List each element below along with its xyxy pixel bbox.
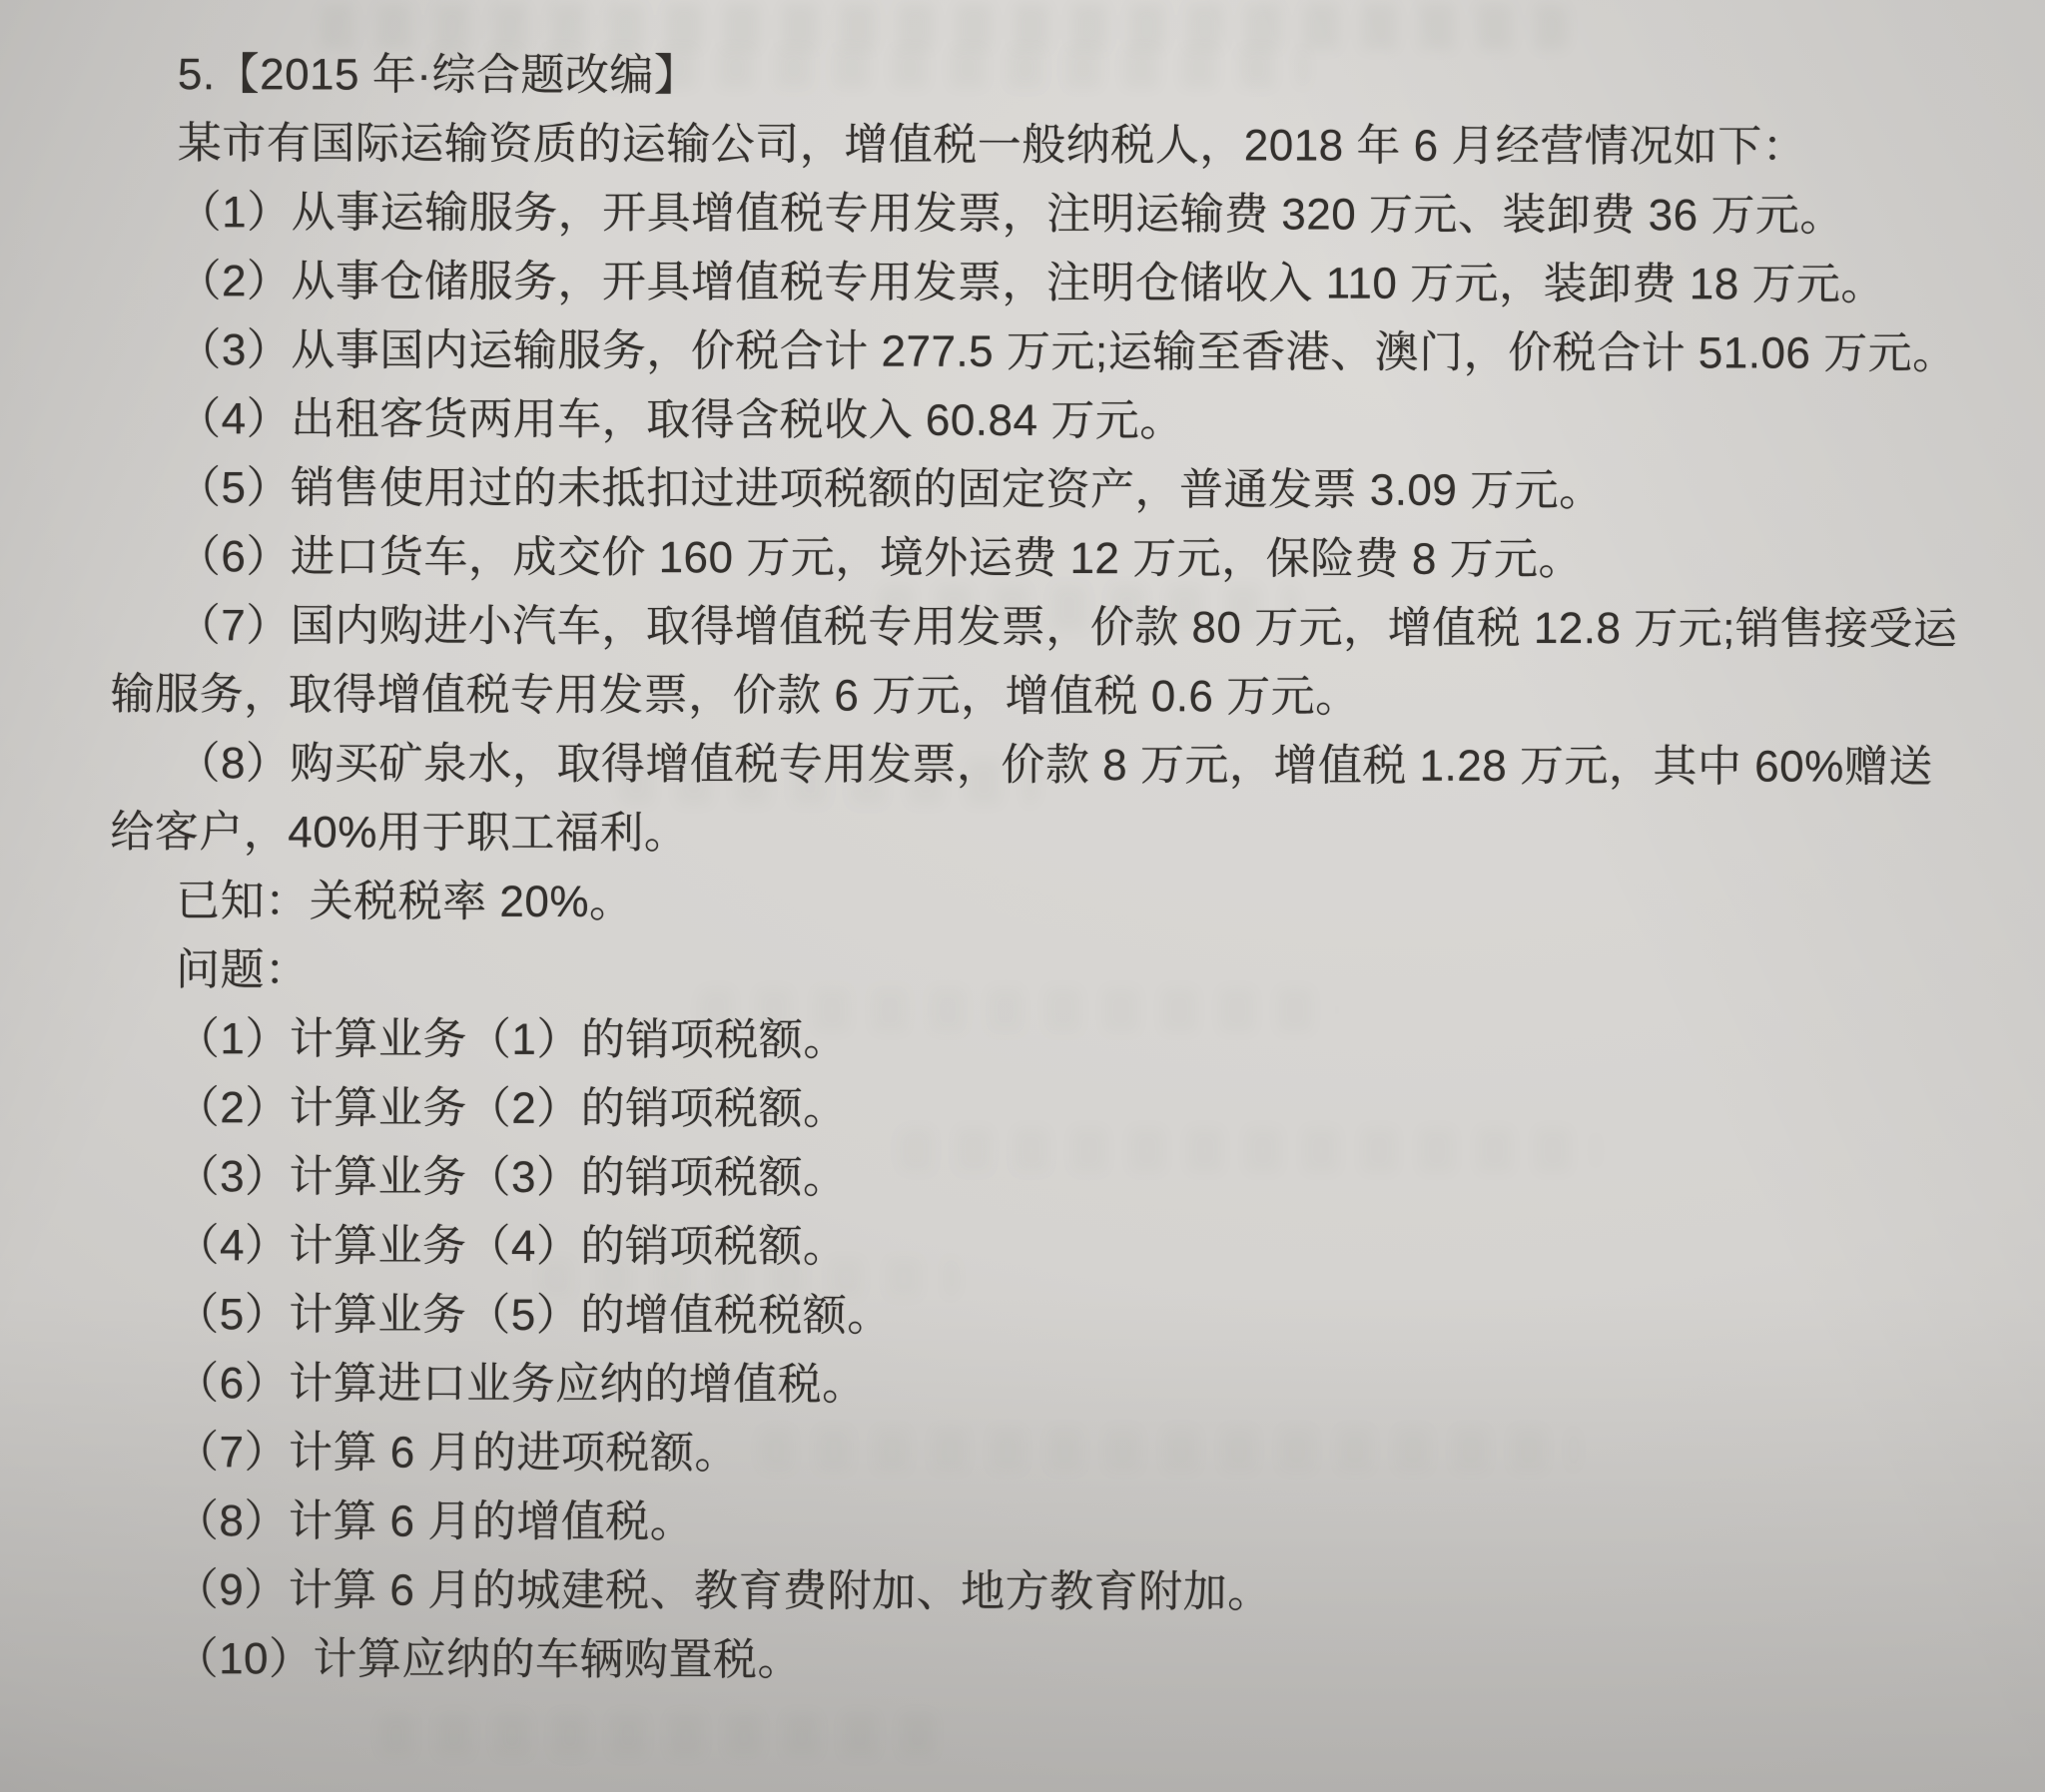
- question-item-10: （10）计算应纳的车辆购置税。: [174, 1634, 803, 1685]
- business-item-4: （4）出租客货两用车，取得含税收入 60.84 万元。: [177, 394, 1184, 446]
- question-item-2: （2）计算业务（2）的销项税额。: [175, 1083, 848, 1134]
- bleedthrough-smudge: [379, 1713, 939, 1757]
- known-condition: 已知：关税税率 20%。: [176, 877, 634, 927]
- business-item-8: （8）购买矿泉水，取得增值税专用发票，价款 8 万元，增值税 1.28 万元，其中 60%赠送给客户，40%用于职工福利。: [110, 739, 1933, 859]
- question-item-1: （1）计算业务（1）的销项税额。: [175, 1014, 848, 1065]
- question-item-7: （7）计算 6 月的进项税额。: [174, 1428, 739, 1479]
- intro-paragraph: 某市有国际运输资质的运输公司，增值税一般纳税人，2018 年 6 月经营情况如下：: [177, 119, 1807, 172]
- question-item-9: （9）计算 6 月的城建税、教育费附加、地方教育附加。: [174, 1565, 1272, 1617]
- question-text-block: [109, 40, 1969, 1697]
- question-item-8: （8）计算 6 月的增值税。: [174, 1496, 695, 1547]
- business-item-1: （1）从事运输服务，开具增值税专用发票，注明运输费 320 万元、装卸费 36 万元。: [177, 188, 1844, 241]
- question-item-4: （4）计算业务（4）的销项税额。: [175, 1221, 848, 1272]
- business-item-5: （5）销售使用过的未抵扣过进项税额的固定资产，普通发票 3.09 万元。: [177, 463, 1604, 516]
- question-heading: 5.【2015 年·综合题改编】: [177, 50, 699, 101]
- business-item-6: （6）进口货车，成交价 160 万元，境外运费 12 万元，保险费 8 万元。: [176, 532, 1584, 585]
- business-item-7: （7）国内购进小汽车，取得增值税专用发票，价款 80 万元，增值税 12.8 万元;销售接受运输服务，取得增值税专用发票，价款 6 万元，增值税 0.6 万元。: [110, 601, 1958, 722]
- business-item-2: （2）从事仓储服务，开具增值税专用发票，注明仓储收入 110 万元，装卸费 18 万元。: [177, 257, 1886, 309]
- question-item-5: （5）计算业务（5）的增值税税额。: [175, 1290, 892, 1341]
- business-item-3: （3）从事国内运输服务，价税合计 277.5 万元;运输至香港、澳门，价税合计 51.06 万元。: [177, 325, 1957, 378]
- question-item-3: （3）计算业务（3）的销项税额。: [175, 1152, 848, 1203]
- questions-label: 问题：: [175, 945, 310, 995]
- question-item-6: （6）计算进口业务应纳的增值税。: [175, 1359, 867, 1410]
